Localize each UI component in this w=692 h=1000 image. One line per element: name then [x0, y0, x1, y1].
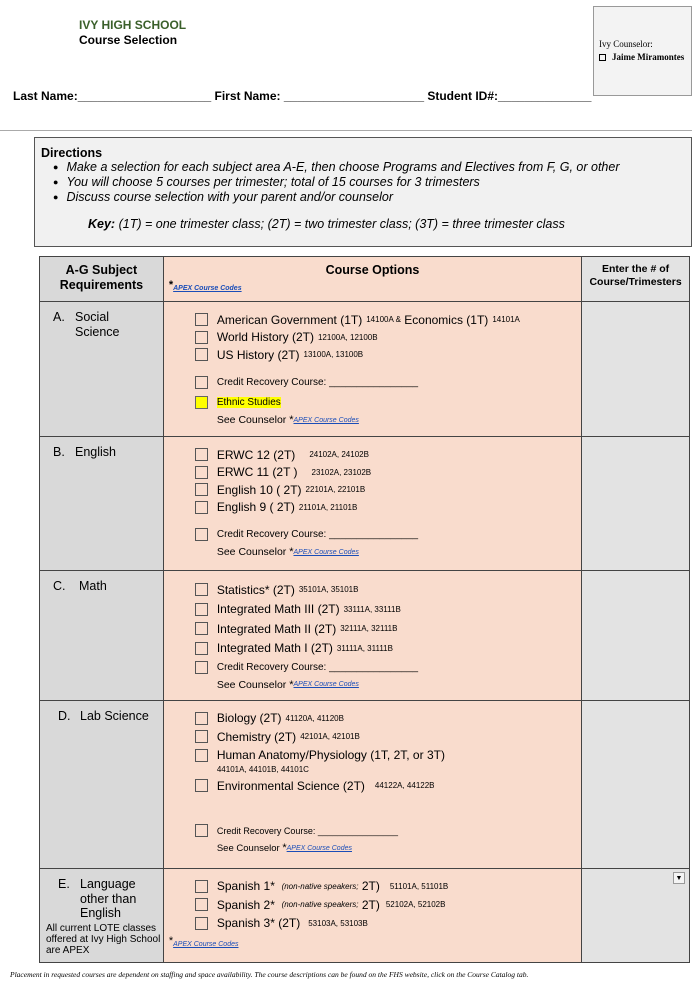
course-option[interactable]: Spanish 1* (non-native speakers; 2T) 51101A, 51101B: [164, 877, 581, 896]
subject-cell: [40, 571, 164, 701]
apex-link[interactable]: APEX Course Codes: [173, 285, 242, 292]
checkbox[interactable]: [195, 917, 208, 930]
trimester-input-cell[interactable]: [582, 869, 690, 963]
counselor-box: [593, 6, 692, 96]
checkbox[interactable]: [195, 661, 208, 674]
checkbox[interactable]: [195, 779, 208, 792]
credit-recovery-option[interactable]: Credit Recovery Course: ________________: [164, 658, 581, 676]
course-option[interactable]: Integrated Math III (2T) 33111A, 33111B: [164, 600, 581, 620]
checkbox[interactable]: [195, 583, 208, 596]
course-option[interactable]: Integrated Math II (2T) 32111A, 32111B: [164, 619, 581, 639]
header-subject: A-G Subject Requirements: [40, 257, 164, 302]
options-cell: [163, 869, 581, 963]
checkbox[interactable]: [195, 603, 208, 616]
apex-link[interactable]: APEX Course Codes: [286, 844, 352, 852]
apex-link[interactable]: APEX Course Codes: [173, 940, 239, 948]
subject-name: Language other than English: [80, 877, 137, 920]
checkbox[interactable]: [195, 313, 208, 326]
checkbox[interactable]: [195, 528, 208, 541]
apex-link[interactable]: APEX Course Codes: [293, 681, 359, 688]
checkbox[interactable]: [195, 898, 208, 911]
trimester-input-cell[interactable]: [582, 302, 690, 437]
counselor-name: Jaime Miramontes: [612, 52, 685, 62]
checkbox[interactable]: [195, 749, 208, 762]
subject-letter: A.: [53, 310, 65, 324]
subject-cell: [40, 302, 164, 437]
course-option[interactable]: English 9 ( 2T) 21101A, 21101B: [164, 499, 581, 517]
course-option[interactable]: Biology (2T) 41120A, 41120B: [164, 709, 581, 728]
apex-footnote: *APEX Course Codes: [168, 934, 239, 948]
directions-box: [34, 137, 692, 247]
credit-recovery-option[interactable]: Credit Recovery Course: ________________: [164, 822, 581, 840]
header-trimesters: Enter the # of Course/Trimesters: [582, 257, 690, 302]
course-option[interactable]: American Government (1T) 14100A & Economics (1T) 14101A: [164, 311, 581, 329]
see-counselor: See Counselor * APEX Course Codes: [216, 414, 359, 426]
course-option[interactable]: Statistics* (2T) 35101A, 35101B: [164, 580, 581, 600]
checkbox[interactable]: [195, 824, 208, 837]
subject-name: Social Science: [75, 310, 120, 339]
subject-letter: B.: [53, 445, 65, 459]
options-cell: [163, 302, 581, 437]
counselor-label: Ivy Counselor:: [599, 39, 653, 49]
divider: [0, 130, 692, 131]
subject-name: Math: [79, 579, 107, 593]
key-legend: [88, 217, 685, 231]
directions-list: [53, 160, 685, 205]
course-option[interactable]: ERWC 12 (2T) 24102A, 24102B: [164, 446, 581, 464]
subject-cell: [40, 701, 164, 869]
directions-title: Directions: [41, 146, 103, 160]
subject-letter: E.: [58, 877, 70, 891]
checkbox[interactable]: [195, 348, 208, 361]
see-counselor: See Counselor * APEX Course Codes: [216, 842, 352, 854]
options-cell: [163, 437, 581, 571]
subject-cell: [40, 437, 164, 571]
see-counselor: See Counselor * APEX Course Codes: [216, 546, 359, 558]
trimester-input-cell[interactable]: [582, 701, 690, 869]
checkbox[interactable]: [195, 448, 208, 461]
header-course-options: [163, 257, 581, 302]
table-row: [40, 701, 690, 869]
subject-cell: [40, 869, 164, 963]
header-apex: *APEX Course Codes: [168, 279, 242, 292]
highlighted-text: Ethnic Studies: [216, 397, 281, 409]
course-option-ethnic-studies[interactable]: [164, 394, 581, 412]
trimester-input-cell[interactable]: [582, 437, 690, 571]
checkbox[interactable]: [195, 642, 208, 655]
course-option[interactable]: Environmental Science (2T) 44122A, 44122B: [164, 777, 581, 796]
trimester-input-cell[interactable]: [582, 571, 690, 701]
checkbox[interactable]: [195, 376, 208, 389]
course-option[interactable]: Chemistry (2T) 42101A, 42101B: [164, 728, 581, 747]
page-subtitle: Course Selection: [79, 33, 178, 47]
credit-recovery-option[interactable]: Credit Recovery Course: ________________: [164, 526, 581, 544]
checkbox[interactable]: [195, 712, 208, 725]
table-row: [40, 571, 690, 701]
checkbox[interactable]: [195, 331, 208, 344]
footnote: Placement in requested courses are dependent on staffing and space availability. The course descriptions can be found on the FHS website, click on the Course Catalog tab.: [10, 970, 529, 979]
course-option[interactable]: English 10 ( 2T) 22101A, 22101B: [164, 481, 581, 499]
course-table: [39, 256, 690, 963]
course-option[interactable]: ERWC 11 (2T ) 23102A, 23102B: [164, 464, 581, 482]
subject-name: English: [75, 445, 116, 459]
course-option[interactable]: US History (2T) 13100A, 13100B: [164, 346, 581, 364]
student-name-row: Last Name:____________________ First Name: _____________________ Student ID#:______________: [13, 89, 592, 103]
subject-name: Lab Science: [80, 709, 149, 723]
course-option[interactable]: Spanish 2* (non-native speakers; 2T) 52102A, 52102B: [164, 896, 581, 915]
directions-item: ● You will choose 5 courses per trimester; total of 15 courses for 3 trimesters: [53, 175, 685, 190]
options-cell: [163, 571, 581, 701]
course-option[interactable]: Spanish 3* (2T) 53103A, 53103B: [164, 914, 581, 933]
apex-link[interactable]: APEX Course Codes: [293, 548, 359, 556]
checkbox-icon[interactable]: [599, 54, 606, 61]
table-row: [40, 437, 690, 571]
course-option[interactable]: World History (2T) 12100A, 12100B: [164, 329, 581, 347]
apex-link[interactable]: APEX Course Codes: [293, 416, 359, 424]
course-option[interactable]: Integrated Math I (2T) 31111A, 31111B: [164, 639, 581, 659]
subject-letter: D.: [58, 709, 71, 723]
checkbox[interactable]: [195, 730, 208, 743]
counselor-option[interactable]: [599, 52, 691, 62]
see-counselor: See Counselor * APEX Course Codes: [216, 678, 359, 691]
key-text: (1T) = one trimester class; (2T) = two trimester class; (3T) = three trimester class: [118, 217, 565, 231]
checkbox[interactable]: [195, 880, 208, 893]
checkbox[interactable]: [195, 483, 208, 496]
key-label: Key:: [88, 217, 116, 231]
course-option[interactable]: Human Anatomy/Physiology (1T, 2T, or 3T): [164, 746, 581, 765]
checkbox[interactable]: [195, 622, 208, 635]
dropdown-arrow-icon[interactable]: ▼: [673, 872, 685, 884]
checkbox[interactable]: [195, 501, 208, 514]
table-row: [40, 869, 690, 963]
directions-item: ● Discuss course selection with your parent and/or counselor: [53, 190, 685, 205]
header-course-options-label: Course Options: [325, 263, 420, 277]
school-name: IVY HIGH SCHOOL: [79, 18, 187, 32]
options-cell: [163, 701, 581, 869]
credit-recovery-option[interactable]: Credit Recovery Course: ________________: [164, 374, 581, 392]
subject-letter: C.: [53, 579, 66, 593]
directions-item: ● Make a selection for each subject area A-E, then choose Programs and Electives from F, G, or other: [53, 160, 685, 175]
table-header-row: [40, 257, 690, 302]
lote-note: All current LOTE classes offered at Ivy High School are APEX: [46, 922, 161, 956]
table-row: [40, 302, 690, 437]
course-code: 44101A, 44101B, 44101C: [216, 764, 309, 774]
checkbox[interactable]: [195, 466, 208, 479]
checkbox[interactable]: [195, 396, 208, 409]
